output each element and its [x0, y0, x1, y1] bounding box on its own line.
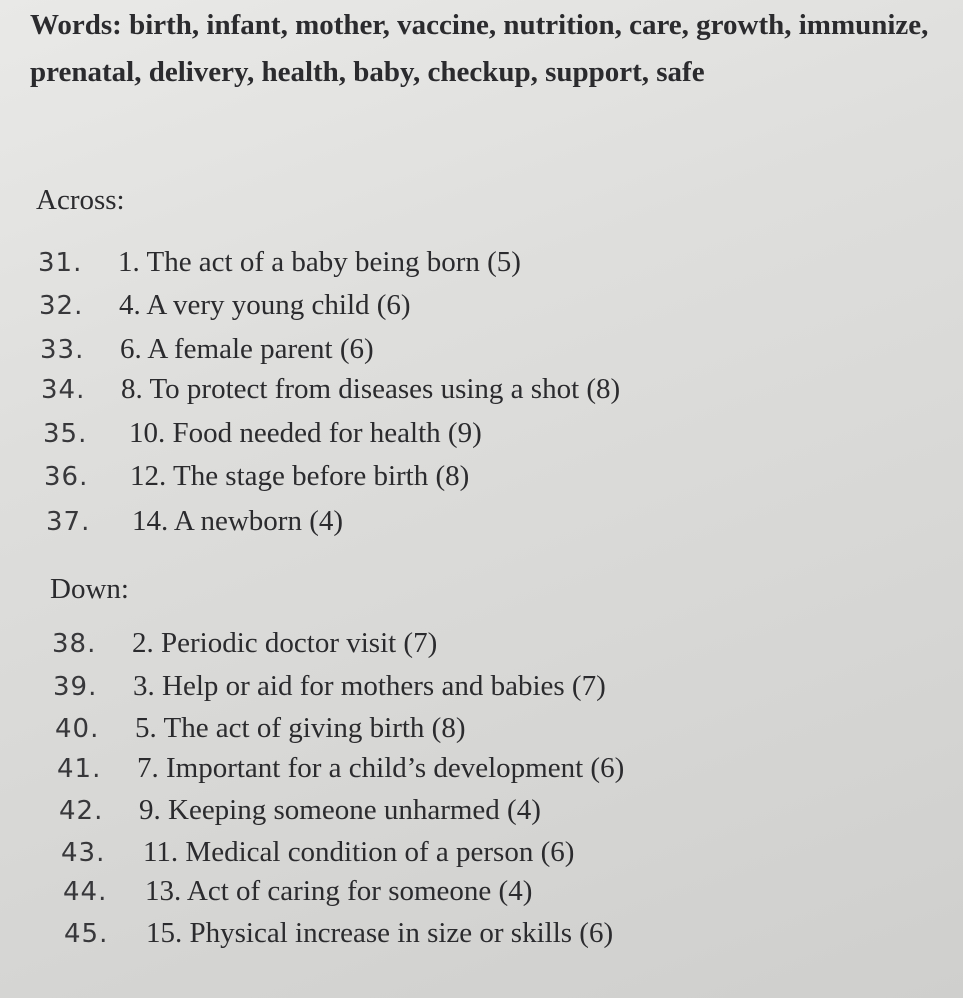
clue-number: 32.: [39, 291, 84, 321]
clue-number: 33.: [40, 335, 85, 365]
clue-text: 11. Medical condition of a person (6): [143, 836, 575, 868]
down-clue: [57, 752, 624, 785]
clue-text: 10. Food needed for health (9): [129, 417, 482, 449]
across-clue: [44, 460, 469, 493]
clue-number: 45.: [64, 919, 109, 949]
clue-text: 12. The stage before birth (8): [130, 460, 470, 492]
clue-number: 37.: [46, 507, 91, 537]
clue-text: 4. A very young child (6): [119, 289, 411, 321]
down-clue: [63, 875, 532, 908]
clue-text: 2. Periodic doctor visit (7): [132, 627, 438, 659]
down-clue: [52, 627, 437, 660]
down-heading: Down:: [50, 573, 129, 605]
across-clue: [46, 505, 343, 538]
clue-number: 44.: [63, 877, 108, 907]
clue-number: 35.: [43, 419, 88, 449]
down-clue: [55, 712, 465, 745]
clue-number: 39.: [53, 672, 98, 702]
across-clue: [43, 417, 482, 450]
across-heading: Across:: [36, 184, 125, 216]
clue-text: 9. Keeping someone unharmed (4): [139, 794, 541, 826]
down-clue: [59, 794, 541, 827]
clue-text: 3. Help or aid for mothers and babies (7): [133, 670, 606, 702]
down-clue: [64, 917, 613, 950]
word-bank: Words: birth, infant, mother, vaccine, nutrition, care, growth, immunize, prenatal, delivery, health, baby, checkup, support, safe: [30, 9, 929, 88]
down-clue: [61, 836, 574, 869]
across-clue: [41, 373, 620, 406]
clue-text: 5. The act of giving birth (8): [135, 712, 466, 744]
clue-number: 42.: [59, 796, 104, 826]
across-clue: [39, 289, 411, 322]
clue-number: 43.: [61, 838, 106, 868]
clue-number: 34.: [41, 375, 86, 405]
clue-text: 15. Physical increase in size or skills (6): [146, 917, 614, 949]
clue-text: 7. Important for a child’s development (6): [137, 752, 625, 784]
clue-number: 31.: [38, 248, 83, 278]
clue-text: 8. To protect from diseases using a shot (8): [121, 373, 621, 405]
clue-number: 38.: [52, 629, 97, 659]
clue-number: 41.: [57, 754, 102, 784]
clue-text: 1. The act of a baby being born (5): [118, 246, 521, 278]
clue-text: 6. A female parent (6): [120, 333, 374, 365]
across-clue: [38, 246, 521, 279]
clue-number: 40.: [55, 714, 100, 744]
clue-text: 13. Act of caring for someone (4): [145, 875, 533, 907]
clue-text: 14. A newborn (4): [132, 505, 344, 537]
across-clue: [40, 333, 374, 366]
down-clue: [53, 670, 606, 703]
clue-number: 36.: [44, 462, 89, 492]
